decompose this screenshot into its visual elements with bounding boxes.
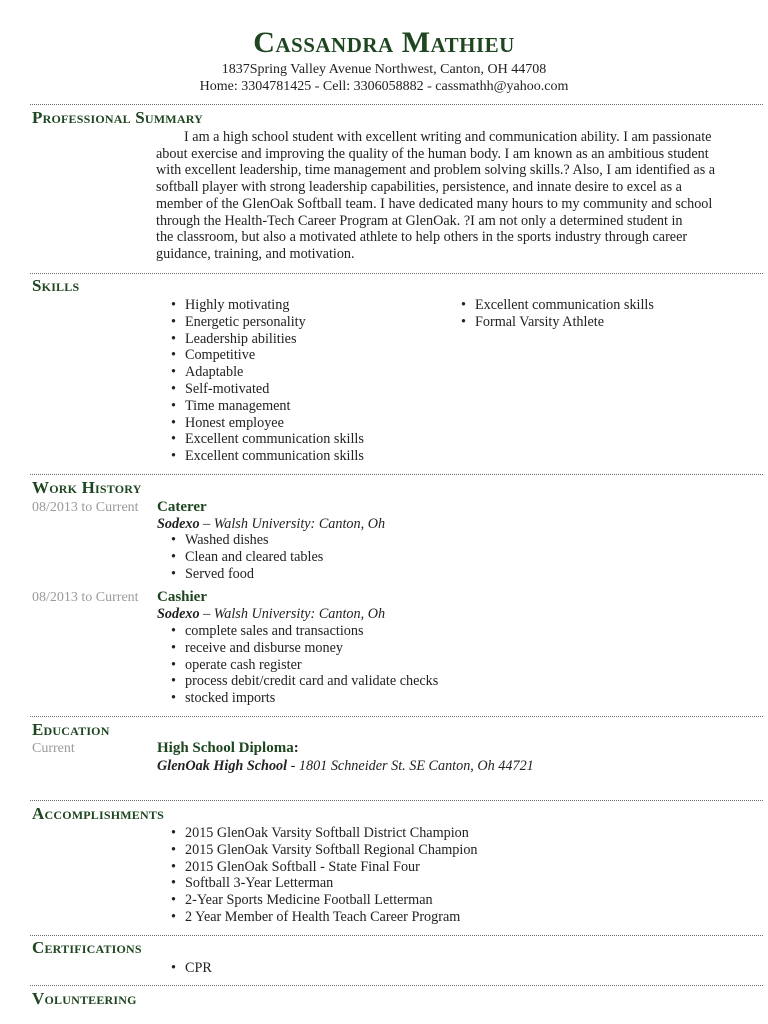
- job-duties: [171, 623, 438, 707]
- skills-heading: Skills: [32, 276, 80, 295]
- skill-item: • Time management: [171, 398, 364, 415]
- skill-item: • Self-motivated: [171, 381, 364, 398]
- summary-line: softball player with strong leadership capabilities, persistence, and innate desire to excel as a: [156, 179, 682, 196]
- employer-location: – Walsh University: Canton, Oh: [199, 516, 386, 532]
- contact-address: 1837Spring Valley Avenue Northwest, Canton, OH 44708: [221, 62, 547, 77]
- accomplishment-item: • 2015 GlenOak Varsity Softball Regional Champion: [171, 842, 478, 859]
- duty-item: • Served food: [171, 566, 323, 583]
- section-divider: [30, 935, 763, 936]
- skill-item: • Excellent communication skills: [461, 297, 654, 314]
- skill-item: • Energetic personality: [171, 314, 364, 331]
- school-address: - 1801 Schneider St. SE Canton, Oh 44721: [287, 758, 534, 774]
- degree-name: High School Diploma: [157, 740, 294, 756]
- duty-item: • complete sales and transactions: [171, 623, 438, 640]
- school-name: GlenOak High School: [157, 758, 288, 774]
- skill-item: • Honest employee: [171, 415, 364, 432]
- job-employer: [157, 606, 385, 623]
- degree-suffix: :: [293, 740, 299, 756]
- job-title: Cashier: [157, 589, 207, 605]
- skill-item: • Formal Varsity Athlete: [461, 314, 654, 331]
- summary-line: I am a high school student with excellent writing and communication ability. I am passionate: [184, 129, 712, 145]
- summary-line: about exercise and improving the quality of the human body. I am known as an ambitious student: [156, 145, 709, 162]
- duty-item: • stocked imports: [171, 690, 438, 707]
- summary-line: through the Health-Tech Career Program at GlenOak. ?I am not only a determined student in: [156, 212, 683, 229]
- section-divider: [30, 716, 763, 717]
- certification-item: • CPR: [171, 960, 212, 977]
- section-divider: [30, 104, 763, 105]
- education-school: [157, 758, 534, 775]
- job-title: Caterer: [157, 499, 207, 515]
- accomplishment-item: • 2 Year Member of Health Teach Career Program: [171, 909, 478, 926]
- summary-line: with excellent leadership, time management and problem solving skills.? Also, I am identified as a: [156, 162, 716, 179]
- summary-heading: Professional Summary: [32, 108, 204, 127]
- contact-phones-email: Home: 3304781425 - Cell: 3306058882 - cassmathh@yahoo.com: [199, 79, 569, 94]
- accomplishments-list: [171, 825, 478, 926]
- accomplishment-item: • 2015 GlenOak Softball - State Final Four: [171, 859, 478, 876]
- volunteering-heading: Volunteering: [32, 989, 137, 1008]
- education-heading: Education: [32, 720, 110, 739]
- certifications-list: [171, 960, 212, 977]
- job-employer: [157, 516, 385, 533]
- accomplishment-item: • Softball 3-Year Letterman: [171, 875, 478, 892]
- resume-name: Cassandra Mathieu: [253, 26, 515, 59]
- skill-item: • Highly motivating: [171, 297, 364, 314]
- summary-line: member of the GlenOak Softball team. I have dedicated many hours to my community and school: [156, 195, 713, 212]
- skill-item: • Adaptable: [171, 364, 364, 381]
- job-dates: 08/2013 to Current: [32, 590, 139, 605]
- job-duties: [171, 532, 323, 582]
- skills-list-right: [461, 297, 654, 331]
- skill-item: • Excellent communication skills: [171, 431, 364, 448]
- section-divider: [30, 985, 763, 986]
- employer-name: Sodexo: [157, 606, 200, 622]
- accomplishments-heading: Accomplishments: [32, 804, 164, 823]
- skills-list-left: [171, 297, 364, 465]
- summary-line: guidance, training, and motivation.: [156, 245, 355, 262]
- summary-text: [156, 129, 766, 263]
- duty-item: • Clean and cleared tables: [171, 549, 323, 566]
- duty-item: • receive and disburse money: [171, 640, 438, 657]
- employer-location: – Walsh University: Canton, Oh: [199, 606, 386, 622]
- certifications-heading: Certifications: [32, 938, 142, 957]
- skill-item: • Competitive: [171, 347, 364, 364]
- education-degree: [157, 740, 299, 757]
- job-dates: 08/2013 to Current: [32, 500, 139, 515]
- section-divider: [30, 800, 763, 801]
- accomplishment-item: • 2015 GlenOak Varsity Softball District Champion: [171, 825, 478, 842]
- skill-item: • Leadership abilities: [171, 331, 364, 348]
- summary-line: the classroom, but also a motivated athlete to help others in the sports industry through career: [156, 229, 688, 246]
- duty-item: • Washed dishes: [171, 532, 323, 549]
- employer-name: Sodexo: [157, 516, 200, 532]
- section-divider: [30, 474, 763, 475]
- section-divider: [30, 273, 763, 274]
- duty-item: • operate cash register: [171, 657, 438, 674]
- education-date: Current: [32, 741, 75, 756]
- skill-item: • Excellent communication skills: [171, 448, 364, 465]
- accomplishment-item: • 2-Year Sports Medicine Football Letterman: [171, 892, 478, 909]
- work-heading: Work History: [32, 478, 142, 497]
- duty-item: • process debit/credit card and validate checks: [171, 673, 438, 690]
